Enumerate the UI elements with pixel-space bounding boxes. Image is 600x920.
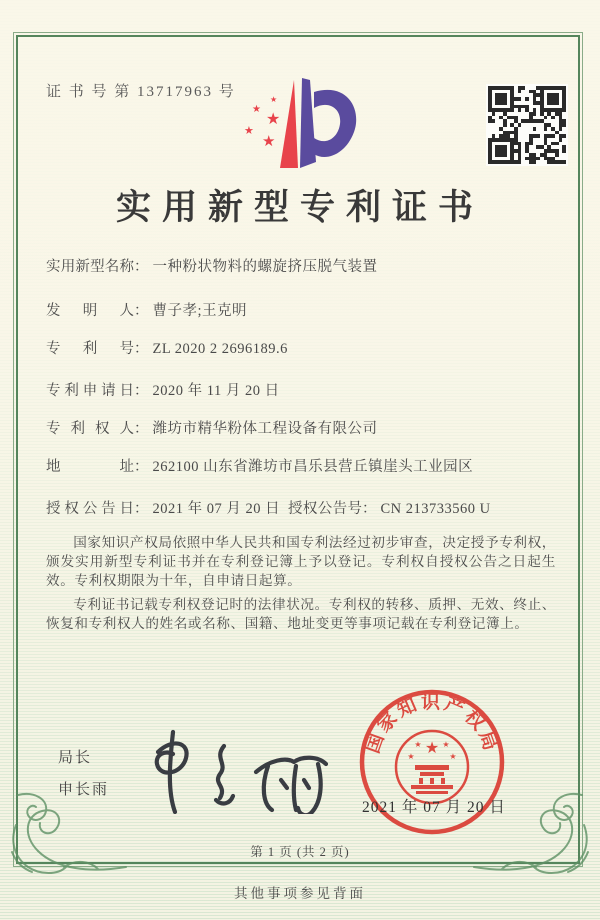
cnipa-logo — [226, 72, 366, 190]
svg-text:★: ★ — [270, 95, 278, 104]
field-colon: ： — [134, 421, 149, 437]
svg-text:★: ★ — [407, 752, 415, 761]
logo-purple-bowl — [314, 90, 356, 157]
svg-text:★: ★ — [244, 124, 254, 137]
svg-text:★: ★ — [414, 740, 422, 749]
field-label: 专利申请日 — [46, 383, 134, 399]
director-block — [58, 746, 109, 810]
field-label: 授权公告号 — [288, 501, 362, 517]
field-colon: ： — [134, 259, 149, 275]
field-row-name — [46, 255, 378, 276]
grant-number-value: CN 213733560 U — [380, 501, 491, 517]
field-colon: ： — [362, 501, 377, 517]
field-row-address — [46, 455, 473, 476]
grant-number-group — [288, 497, 491, 518]
field-label: 实用新型名称 — [46, 259, 134, 275]
legal-text — [46, 533, 556, 638]
field-value: 潍坊市精华粉体工程设备有限公司 — [152, 421, 378, 437]
field-label: 授权公告日 — [46, 501, 134, 517]
field-value: 2020 年 11 月 20 日 — [152, 383, 280, 399]
director-title: 局长 — [58, 749, 93, 766]
seal-text: 国家知识产权局 — [362, 692, 502, 757]
field-value: ZL 2020 2 2696189.6 — [152, 341, 288, 357]
field-label: 发明人 — [46, 303, 134, 319]
field-value: 曹子孝;王克明 — [152, 303, 248, 319]
svg-text:★: ★ — [262, 132, 276, 150]
svg-text:★: ★ — [252, 104, 261, 115]
field-value: 262100 山东省潍坊市昌乐县营丘镇崖头工业园区 — [152, 459, 474, 475]
back-side-note: 其他事项参见背面 — [234, 886, 366, 901]
grant-date-group — [46, 501, 280, 517]
logo-stars — [244, 95, 280, 150]
qr-code-modules — [488, 86, 566, 164]
logo-purple-stem — [300, 78, 316, 168]
field-value: 一种粉状物料的螺旋挤压脱气装置 — [152, 259, 378, 275]
legal-paragraph-2: 专利证书记载专利权登记时的法律状况。专利权的转移、质押、无效、终止、恢复和专利权人的姓名或名称、国籍、地址变更等事项记载在专利登记簿上。 — [46, 597, 556, 631]
grant-date-value: 2021 年 07 月 20 日 — [152, 501, 281, 517]
director-name: 申长雨 — [58, 781, 110, 798]
field-colon: ： — [134, 459, 149, 475]
svg-text:★: ★ — [266, 109, 281, 128]
certificate-title: 实用新型专利证书 — [115, 188, 484, 227]
legal-paragraph-1: 国家知识产权局依照中华人民共和国专利法经过初步审查，决定授予专利权，颁发实用新型专利证书并在专利登记簿上予以登记。专利权自授权公告之日起生效。专利权期限为十年，自申请日起算。 — [46, 535, 556, 588]
svg-text:★: ★ — [449, 752, 457, 761]
field-label: 专利权人 — [46, 421, 134, 437]
field-row-grant — [46, 497, 491, 518]
field-colon: ： — [134, 501, 149, 517]
field-colon: ： — [134, 341, 149, 357]
field-row-patentee — [46, 417, 378, 438]
seal-date: 2021 年 07 月 20 日 — [362, 799, 506, 816]
field-row-patent-number — [46, 337, 288, 358]
director-signature — [120, 722, 335, 814]
field-row-application-date — [46, 379, 280, 400]
field-row-inventor — [46, 299, 247, 320]
page-number: 第 1 页 (共 2 页) — [250, 845, 350, 859]
seal-national-emblem — [396, 731, 468, 803]
field-label: 地址 — [46, 459, 134, 475]
svg-text:★: ★ — [424, 738, 440, 757]
certificate-number: 证 书 号 第 13717963 号 — [46, 84, 236, 100]
qr-code — [486, 84, 568, 166]
field-label: 专利号 — [46, 341, 134, 357]
logo-red-wedge — [280, 80, 298, 168]
svg-text:★: ★ — [442, 740, 450, 749]
field-colon: ： — [134, 303, 149, 319]
field-colon: ： — [134, 383, 149, 399]
